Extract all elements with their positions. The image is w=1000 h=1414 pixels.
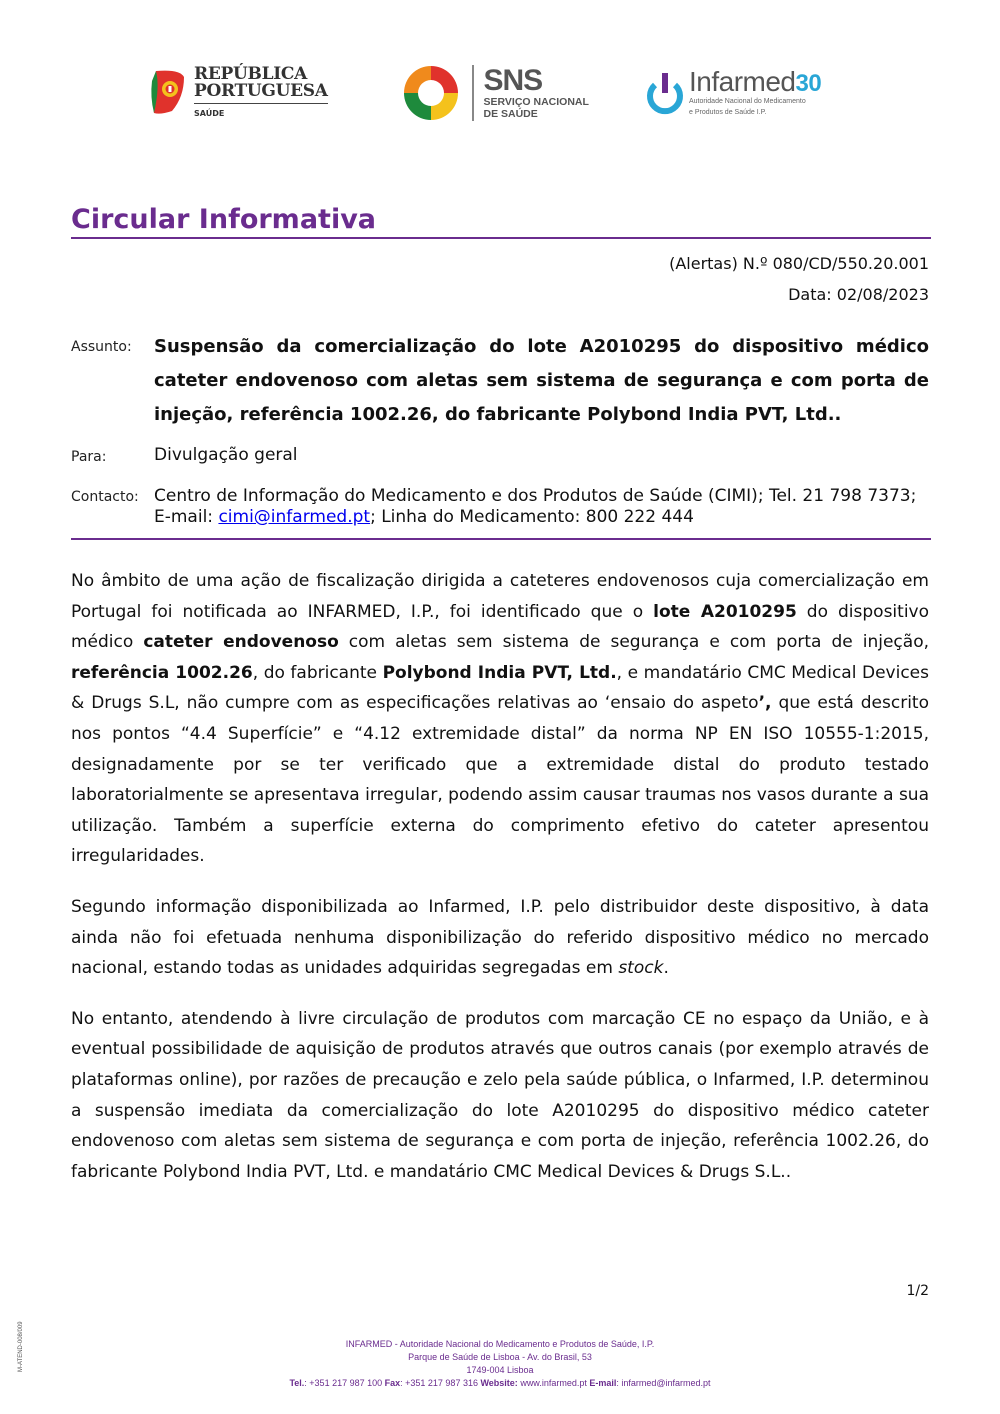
p1-bold-referencia: referência 1002.26 bbox=[71, 662, 253, 683]
republica-portuguesa-logo bbox=[150, 66, 328, 118]
p1-bold-lote: lote A2010295 bbox=[653, 601, 797, 622]
footer-website[interactable]: www.infarmed.pt bbox=[517, 1378, 590, 1388]
contact-suffix: ; Linha do Medicamento: 800 222 444 bbox=[370, 507, 694, 527]
document-title: Circular Informativa bbox=[71, 204, 931, 239]
para-value: Divulgação geral bbox=[154, 445, 298, 465]
footer bbox=[0, 1338, 1000, 1390]
reference-number: (Alertas) N.º 080/CD/550.20.001 bbox=[669, 254, 929, 273]
footer-line2: Parque de Saúde de Lisboa - Av. do Brasil, 53 bbox=[408, 1352, 592, 1362]
footer-line3: 1749-004 Lisboa bbox=[466, 1365, 534, 1375]
paragraph-2 bbox=[71, 892, 929, 984]
subject-text: Suspensão da comercialização do lote A2010295 do dispositivo médico cateter endovenoso com aletas sem sistema de segurança e com porta de injeção, referência 1002.26, do fabricante Polybond India PVT, Ltd.. bbox=[154, 336, 929, 425]
infarmed-power-icon bbox=[645, 71, 685, 115]
side-form-code: M-ATEND-008/009 bbox=[18, 1321, 24, 1372]
footer-line1: INFARMED - Autoridade Nacional do Medicamento e Produtos de Saúde, I.P. bbox=[345, 1339, 655, 1349]
p1-text: com aletas sem sistema de segurança e com porta de injeção, bbox=[338, 632, 929, 653]
paragraph-1 bbox=[71, 566, 929, 872]
header-logos bbox=[0, 62, 1000, 142]
page-number: 1/2 bbox=[906, 1283, 929, 1299]
footer-fax-label: Fax bbox=[384, 1378, 401, 1388]
p1-text: , do fabricante bbox=[252, 662, 383, 683]
document-date: Data: 02/08/2023 bbox=[788, 285, 929, 304]
portuguesa-text: PORTUGUESA bbox=[194, 83, 328, 104]
p1-bold-quote: ’, bbox=[758, 693, 772, 714]
footer-email[interactable]: : infarmed@infarmed.pt bbox=[616, 1378, 711, 1388]
paragraph-3: No entanto, atendendo à livre circulação de produtos com marcação CE no espaço da União, e à eventual possibilidade de aquisição de produtos através que outros canais (por exemplo através de plataformas online), por razões de precaução e zelo pela saúde pública, o Infarmed, I.P. determinou a suspensão imediata da comercialização do lote A2010295 do dispositivo médico cateter endovenoso com aletas sem sistema de segurança e com porta de injeção, referência 1002.26, do fabricante Polybond India PVT, Ltd. e mandatário CMC Medical Devices & Drugs S.L.. bbox=[71, 1008, 929, 1182]
footer-fax: : +351 217 987 316 bbox=[400, 1378, 481, 1388]
footer-tel-label: Tel. bbox=[289, 1378, 305, 1388]
footer-email-label: E-mail bbox=[589, 1378, 617, 1388]
sns-line1: SERVIÇO NACIONAL bbox=[483, 95, 589, 108]
sns-logo bbox=[400, 62, 589, 124]
p1-text: do dispositivo médico bbox=[71, 601, 930, 653]
contact-email-link[interactable]: cimi@infarmed.pt bbox=[218, 507, 371, 527]
p1-text: No âmbito de uma ação de fiscalização dirigida a cateteres endovenosos cuja comercialização em Portugal foi notificada ao INFARMED, I.P., foi identificado que o bbox=[71, 571, 929, 622]
contacto-label: Contacto: bbox=[71, 489, 139, 505]
p1-text: que está descrito nos pontos “4.4 Superfície” e “4.12 extremidade distal” da norma NP EN ISO 10555-1:2015, designadamente por se ter verificado que a extremidade distal do produto testado laboratorialmente se apresentava irregular, podendo assim causar traumas nos vasos durante a sua utilização. Também a superfície externa do comprimento efetivo do cateter apresentou irregularidades. bbox=[71, 693, 929, 867]
infarmed-logo bbox=[645, 68, 821, 118]
p2-text: Segundo informação disponibilizada ao Infarmed, I.P. pelo distribuidor deste dispositivo, à data ainda não foi efetuada nenhuma disponibilização do referido dispositivo médico no mercado nacional, estando todas as unidades adquiridas segregadas em bbox=[71, 896, 929, 979]
infarmed-name: Infarmed bbox=[689, 66, 796, 97]
p1-bold-fabricante: Polybond India PVT, Ltd. bbox=[382, 662, 617, 683]
contact-email-prefix: E-mail: bbox=[154, 507, 219, 527]
assunto-label: Assunto: bbox=[71, 339, 132, 355]
footer-tel: : +351 217 987 100 bbox=[304, 1378, 385, 1388]
republica-text: REPÚBLICA bbox=[194, 64, 307, 84]
infarmed-line2: e Produtos de Saúde I.P. bbox=[689, 108, 767, 116]
p1-text: , e mandatário CMC Medical Devices & Drugs S.L, não cumpre com as especificações relativas ao ‘ensaio do aspeto bbox=[71, 662, 929, 714]
infarmed-30-anniversary: 30 bbox=[795, 70, 822, 97]
p2-text: . bbox=[663, 958, 669, 979]
para-label: Para: bbox=[71, 449, 107, 465]
portugal-emblem-icon bbox=[150, 67, 186, 117]
infarmed-line1: Autoridade Nacional do Medicamento bbox=[689, 98, 806, 105]
header-divider bbox=[71, 538, 931, 540]
p1-bold-cateter: cateter endovenoso bbox=[143, 632, 339, 653]
sns-text: SNS bbox=[483, 63, 543, 97]
footer-web-label: Website: bbox=[480, 1378, 518, 1388]
sns-line2: DE SAÚDE bbox=[483, 108, 538, 120]
sns-separator bbox=[472, 65, 474, 121]
contact-line1: Centro de Informação do Medicamento e dos Produtos de Saúde (CIMI); Tel. 21 798 7373; bbox=[154, 486, 917, 506]
saude-text: SAÚDE bbox=[194, 109, 225, 118]
body-content bbox=[71, 566, 929, 1207]
sns-ring-icon bbox=[400, 62, 462, 124]
contact-info bbox=[154, 486, 934, 528]
p2-italic-stock: stock bbox=[618, 958, 664, 979]
footer-contacts bbox=[0, 1377, 1000, 1390]
